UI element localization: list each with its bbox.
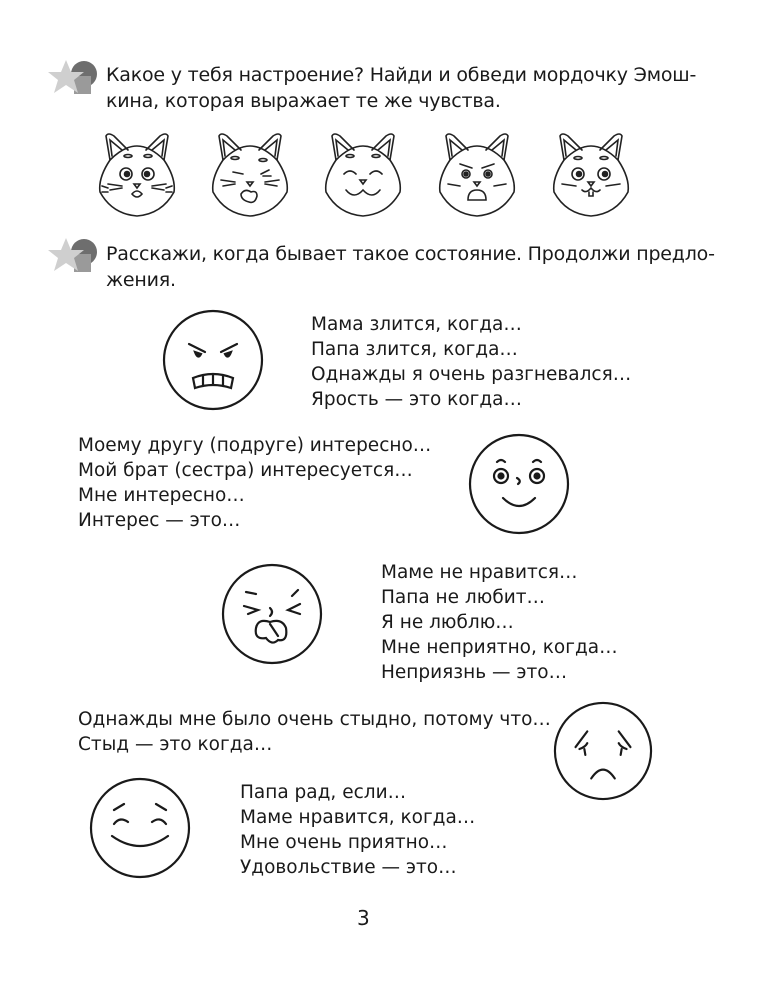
task-2-line-1: Расскажи, когда бывает такое состояние. Продолжи предло- [106, 243, 715, 265]
prompt-line: Мама злится, когда… [311, 314, 522, 335]
cat-face-surprise[interactable] [92, 128, 182, 218]
task-question-icon [46, 58, 98, 102]
task-1-instruction [106, 62, 702, 114]
prompt-line: Однажды я очень разгневался… [311, 364, 632, 385]
cat-face-anger[interactable] [432, 128, 522, 218]
emoji-interest [467, 432, 571, 536]
emoji-joy [88, 776, 192, 880]
shame-prompts [78, 707, 551, 757]
emoji-shame [552, 700, 654, 802]
disgust-prompts [381, 560, 618, 685]
emoji-anger [161, 308, 265, 412]
cat-face-joy[interactable] [318, 128, 408, 218]
prompt-line: Неприязнь — это… [381, 662, 568, 683]
prompt-line: Однажды мне было очень стыдно, потому что… [78, 709, 551, 730]
prompt-line: Маме нравится, когда… [240, 807, 476, 828]
page-number: 3 [357, 906, 370, 930]
prompt-line: Мой брат (сестра) интересуется… [78, 460, 413, 481]
prompt-line: Маме не нравится… [381, 562, 578, 583]
prompt-line: Удовольствие — это… [240, 857, 457, 878]
emoji-disgust [220, 562, 324, 666]
prompt-line: Моему другу (подруге) интересно… [78, 435, 432, 456]
cat-face-disgust[interactable] [205, 128, 295, 218]
prompt-line: Мне неприятно, когда… [381, 637, 618, 658]
task-2-line-2: жения. [106, 269, 176, 291]
prompt-line: Папа рад, если… [240, 782, 407, 803]
joy-prompts [240, 780, 475, 880]
cat-face-interest[interactable] [546, 128, 636, 218]
prompt-line: Интерес — это… [78, 510, 241, 531]
prompt-line: Стыд — это когда… [78, 734, 273, 755]
prompt-line: Мне очень приятно… [240, 832, 448, 853]
prompt-line: Ярость — это когда… [311, 389, 522, 410]
task-2-instruction [106, 241, 715, 293]
prompt-line: Папа не любит… [381, 587, 546, 608]
task-1-line-2: кина, которая выражает те же чувства. [106, 90, 501, 112]
prompt-line: Папа злится, когда… [311, 339, 518, 360]
task-question-icon [46, 236, 98, 280]
task-1-line-1: Какое у тебя настроение? Найди и обведи мордочку Эмош- [106, 64, 697, 86]
interest-prompts [78, 433, 431, 533]
prompt-line: Я не люблю… [381, 612, 514, 633]
prompt-line: Мне интересно… [78, 485, 245, 506]
anger-prompts [311, 312, 631, 412]
